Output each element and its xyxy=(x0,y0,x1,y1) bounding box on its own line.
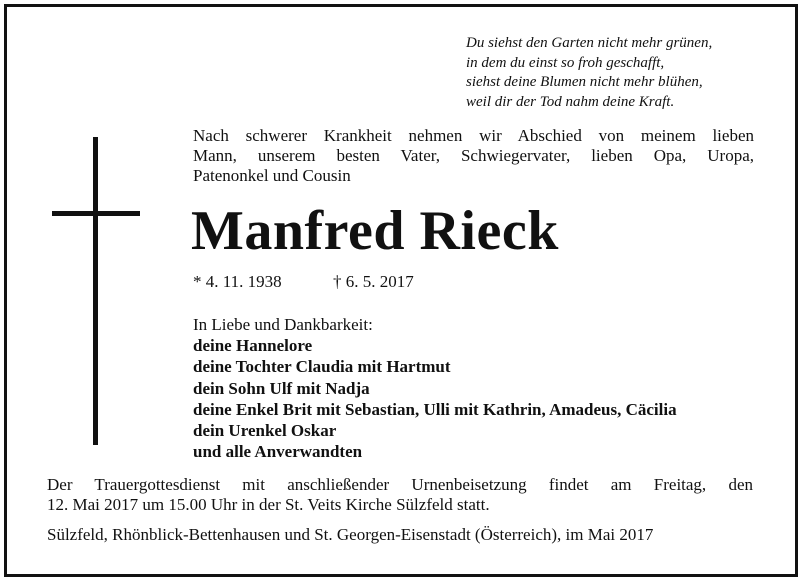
mourners-list xyxy=(193,314,677,462)
mourner-line: dein Sohn Ulf mit Nadja xyxy=(193,378,370,398)
mourner-line: deine Hannelore xyxy=(193,336,313,356)
place-and-date: Sülzfeld, Rhönblick-Bettenhausen und St. Georgen-Eisenstadt (Österreich), im Mai 2017 xyxy=(47,525,654,544)
poem-line: siehst deine Blumen nicht mehr blühen, xyxy=(466,74,703,90)
intro-line: Patenonkel und Cousin xyxy=(193,166,351,185)
mourners-heading: In Liebe und Dankbarkeit: xyxy=(193,315,373,334)
birth-date: * 4. 11. 1938 xyxy=(193,272,282,291)
service-line: 12. Mai 2017 um 15.00 Uhr in der St. Veits Kirche Sülzfeld statt. xyxy=(47,495,490,514)
intro-line: Nach schwerer Krankheit nehmen wir Abschied von meinem lieben xyxy=(193,126,754,145)
cross-icon-bar xyxy=(52,211,140,216)
deceased-name: Manfred Rieck xyxy=(191,200,559,262)
intro-line: Mann, unserem besten Vater, Schwiegervater, lieben Opa, Uropa, xyxy=(193,146,754,165)
poem-line: weil dir der Tod nahm deine Kraft. xyxy=(466,93,675,110)
service-notice xyxy=(47,475,753,515)
memorial-poem xyxy=(466,34,786,112)
poem-line: Du siehst den Garten nicht mehr grünen, xyxy=(466,35,713,51)
cross-icon xyxy=(93,137,98,445)
mourner-line: und alle Anverwandten xyxy=(193,442,363,462)
poem-line: in dem du einst so froh geschafft, xyxy=(466,54,665,71)
service-line: Der Trauergottesdienst mit anschließender Urnenbeisetzung findet am Freitag, den xyxy=(47,475,753,494)
mourner-line: dein Urenkel Oskar xyxy=(193,421,337,441)
intro-text xyxy=(193,126,754,186)
mourner-line: deine Tochter Claudia mit Hartmut xyxy=(193,357,451,377)
death-date: † 6. 5. 2017 xyxy=(333,272,414,291)
mourner-line: deine Enkel Brit mit Sebastian, Ulli mit Kathrin, Amadeus, Cäcilia xyxy=(193,399,677,419)
